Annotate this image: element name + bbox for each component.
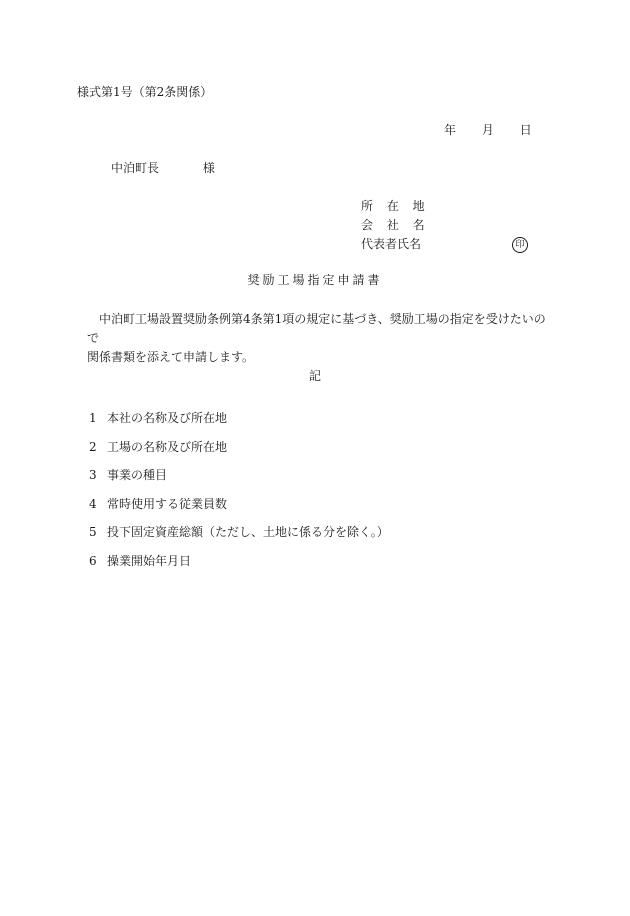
item-text: 工場の名称及び所在地 (107, 439, 228, 454)
item-text: 投下固定資産総額（ただし、土地に係る分を除く。） (107, 525, 389, 539)
applicant-representative-label: 代表者氏名 (361, 237, 422, 251)
date-month-label: 月 (481, 123, 494, 137)
item-text: 常時使用する従業員数 (107, 496, 228, 511)
applicant-company-label: 会 社 名 (361, 218, 430, 232)
list-item (89, 496, 389, 525)
item-number: 2 (89, 439, 97, 454)
item-number: 4 (89, 496, 97, 511)
addressee-suffix: 様 (202, 161, 215, 175)
item-text: 操業開始年月日 (107, 553, 192, 568)
list-item (89, 467, 389, 496)
date-line (444, 122, 532, 138)
form-number: 様式第1号（第2条関係） (77, 85, 213, 99)
ki-heading: 記 (308, 369, 321, 383)
item-text: 本社の名称及び所在地 (107, 411, 228, 425)
date-year-label: 年 (444, 123, 457, 137)
date-day-label: 日 (519, 123, 532, 137)
document-title: 奨励工場指定申請書 (247, 273, 383, 287)
seal-mark: 印 (512, 237, 528, 253)
addressee (111, 160, 215, 176)
applicant-address-label: 所 在 地 (361, 199, 430, 213)
item-number: 3 (89, 468, 97, 482)
applicant-block (361, 197, 541, 254)
item-list (89, 410, 389, 581)
body-line-1: 中泊町工場設置奨励条例第4条第1項の規定に基づき、奨励工場の指定を受けたいので (87, 312, 546, 345)
list-item (89, 439, 389, 468)
addressee-name: 中泊町長 (111, 161, 160, 175)
item-number: 5 (89, 525, 97, 539)
item-number: 1 (89, 411, 97, 425)
body-text (87, 310, 557, 367)
applicant-representative-row (361, 235, 541, 254)
item-number: 6 (89, 553, 97, 568)
list-item (89, 524, 389, 553)
item-text: 事業の種目 (107, 468, 168, 482)
list-item (89, 553, 389, 582)
list-item (89, 410, 389, 439)
body-line-2: 関係書類を添えて申請します。 (87, 350, 255, 364)
